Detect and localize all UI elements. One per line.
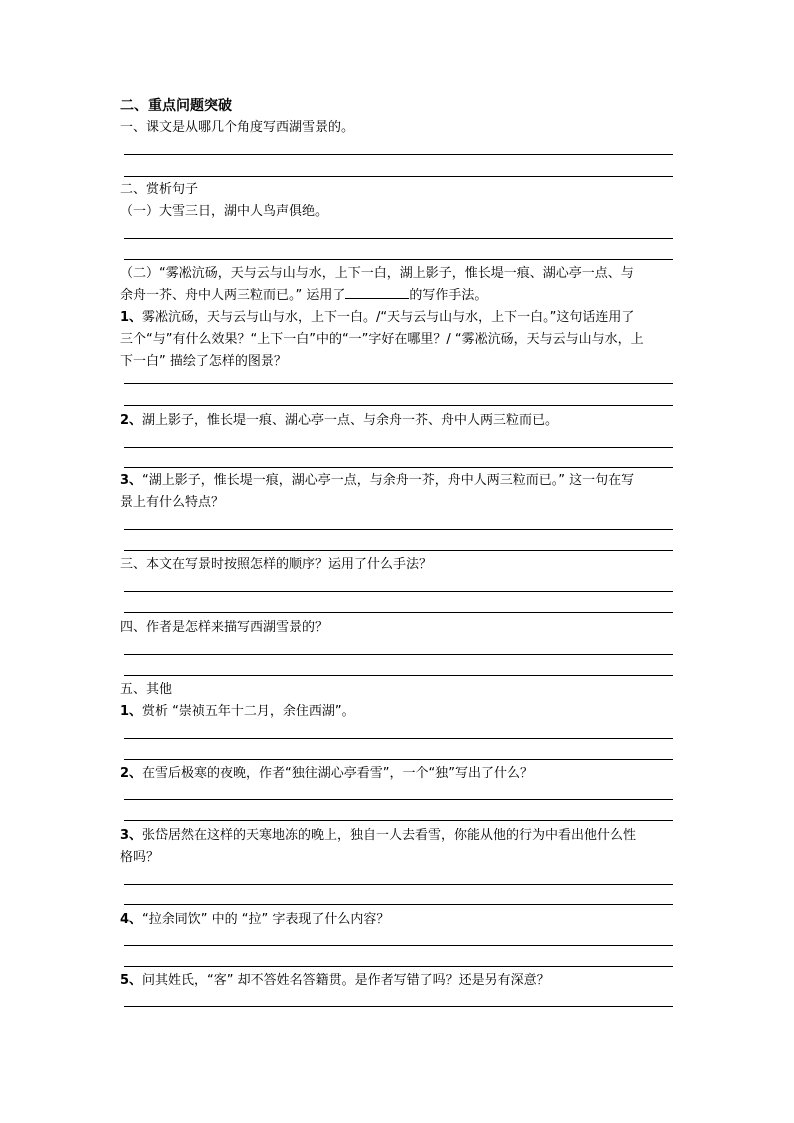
other-question-3-text: 张岱居然在这样的天寒地冻的晚上，独自一人去看雪，你能从他的行为中看出他什么性 <box>142 828 637 843</box>
answer-line <box>124 799 673 800</box>
sub-question-3-text: “湖上影子，惟长堤一痕，湖心亭一点，与余舟一芥，舟中人两三粒而已。” 这一句在写 <box>142 473 635 488</box>
other-question-5-number: 5、 <box>120 973 143 988</box>
question-1: 一、课文是从哪几个角度写西湖雪景的。 <box>120 120 355 135</box>
answer-line <box>124 759 673 760</box>
other-question-3-line-1 <box>120 825 680 847</box>
other-question-3-number: 3、 <box>120 828 143 843</box>
answer-line <box>124 966 673 967</box>
other-question-4 <box>120 909 680 931</box>
other-question-1 <box>120 701 680 723</box>
question-2-2-pre: 余舟一芥、舟中人两三粒而已。” 运用了 <box>120 288 346 303</box>
sub-question-3-line-1 <box>120 470 680 492</box>
answer-line <box>124 591 673 592</box>
answer-line <box>124 550 673 551</box>
sub-question-3-line-2: 景上有什么特点？ <box>120 495 225 510</box>
other-question-1-number: 1、 <box>120 704 143 719</box>
other-question-1-text: 赏析 “崇祯五年十二月，余住西湖”。 <box>142 704 355 719</box>
other-question-2-number: 2、 <box>120 766 143 781</box>
other-question-3-line-2: 格吗？ <box>120 850 160 865</box>
answer-line <box>124 405 673 406</box>
answer-line <box>124 904 673 905</box>
sub-question-3-number: 3、 <box>120 473 143 488</box>
question-2-2-line-2 <box>120 285 680 307</box>
sub-question-1-number: 1、 <box>120 310 143 325</box>
sub-question-1-line-2: 三个“与”有什么效果？“上下一白”中的“一”字好在哪里？/ “雾凇沆砀，天与云与山与水，上 <box>120 332 644 347</box>
question-3: 三、本文在写景时按照怎样的顺序？运用了什么手法？ <box>120 557 433 572</box>
fill-in-blank[interactable] <box>345 286 409 299</box>
answer-line <box>124 945 673 946</box>
answer-line <box>124 884 673 885</box>
sub-question-2-text: 湖上影子，惟长堤一痕、湖心亭一点、与余舟一芥、舟中人两三粒而已。 <box>142 413 559 428</box>
other-question-5 <box>120 970 680 992</box>
answer-line <box>124 675 673 676</box>
answer-line <box>124 238 673 239</box>
answer-line <box>124 820 673 821</box>
answer-line <box>124 447 673 448</box>
other-question-2-text: 在雪后极寒的夜晚，作者“独往湖心亭看雪”，一个“独”写出了什么？ <box>142 766 533 781</box>
sub-question-2-number: 2、 <box>120 413 143 428</box>
sub-question-2 <box>120 410 680 432</box>
question-2-2-line-1: （二）“雾凇沆砀，天与云与山与水，上下一白，湖上影子，惟长堤一痕、湖心亭一点、与 <box>120 266 634 281</box>
other-question-4-number: 4、 <box>120 912 143 927</box>
sub-question-1-line-3: 下一白” 描绘了怎样的图景？ <box>120 354 287 369</box>
other-question-2 <box>120 763 680 785</box>
answer-line <box>124 612 673 613</box>
answer-line <box>124 176 673 177</box>
question-2-1: （一）大雪三日，湖中人鸟声俱绝。 <box>120 204 329 219</box>
answer-line <box>124 467 673 468</box>
question-2-2-post: 的写作手法。 <box>409 288 488 303</box>
answer-line <box>124 738 673 739</box>
sub-question-1-line-1 <box>120 307 680 329</box>
question-4: 四、作者是怎样来描写西湖雪景的？ <box>120 620 329 635</box>
sub-question-1-text: 雾凇沆砀，天与云与山与水，上下一白。/“天与云与山与水，上下一白。”这句话连用了 <box>142 310 635 325</box>
other-question-5-text: 问其姓氏，“客” 却不答姓名答籍贯。是作者写错了吗？还是另有深意？ <box>142 973 550 988</box>
section-heading: 二、重点问题突破 <box>120 98 232 114</box>
answer-line <box>124 383 673 384</box>
answer-line <box>124 154 673 155</box>
answer-line <box>124 1006 673 1007</box>
question-2: 二、赏析句子 <box>120 182 199 197</box>
answer-line <box>124 654 673 655</box>
answer-line <box>124 259 673 260</box>
question-5: 五、其他 <box>120 682 173 697</box>
answer-line <box>124 529 673 530</box>
other-question-4-text: “拉余同饮” 中的 “拉” 字表现了什么内容？ <box>142 912 390 927</box>
